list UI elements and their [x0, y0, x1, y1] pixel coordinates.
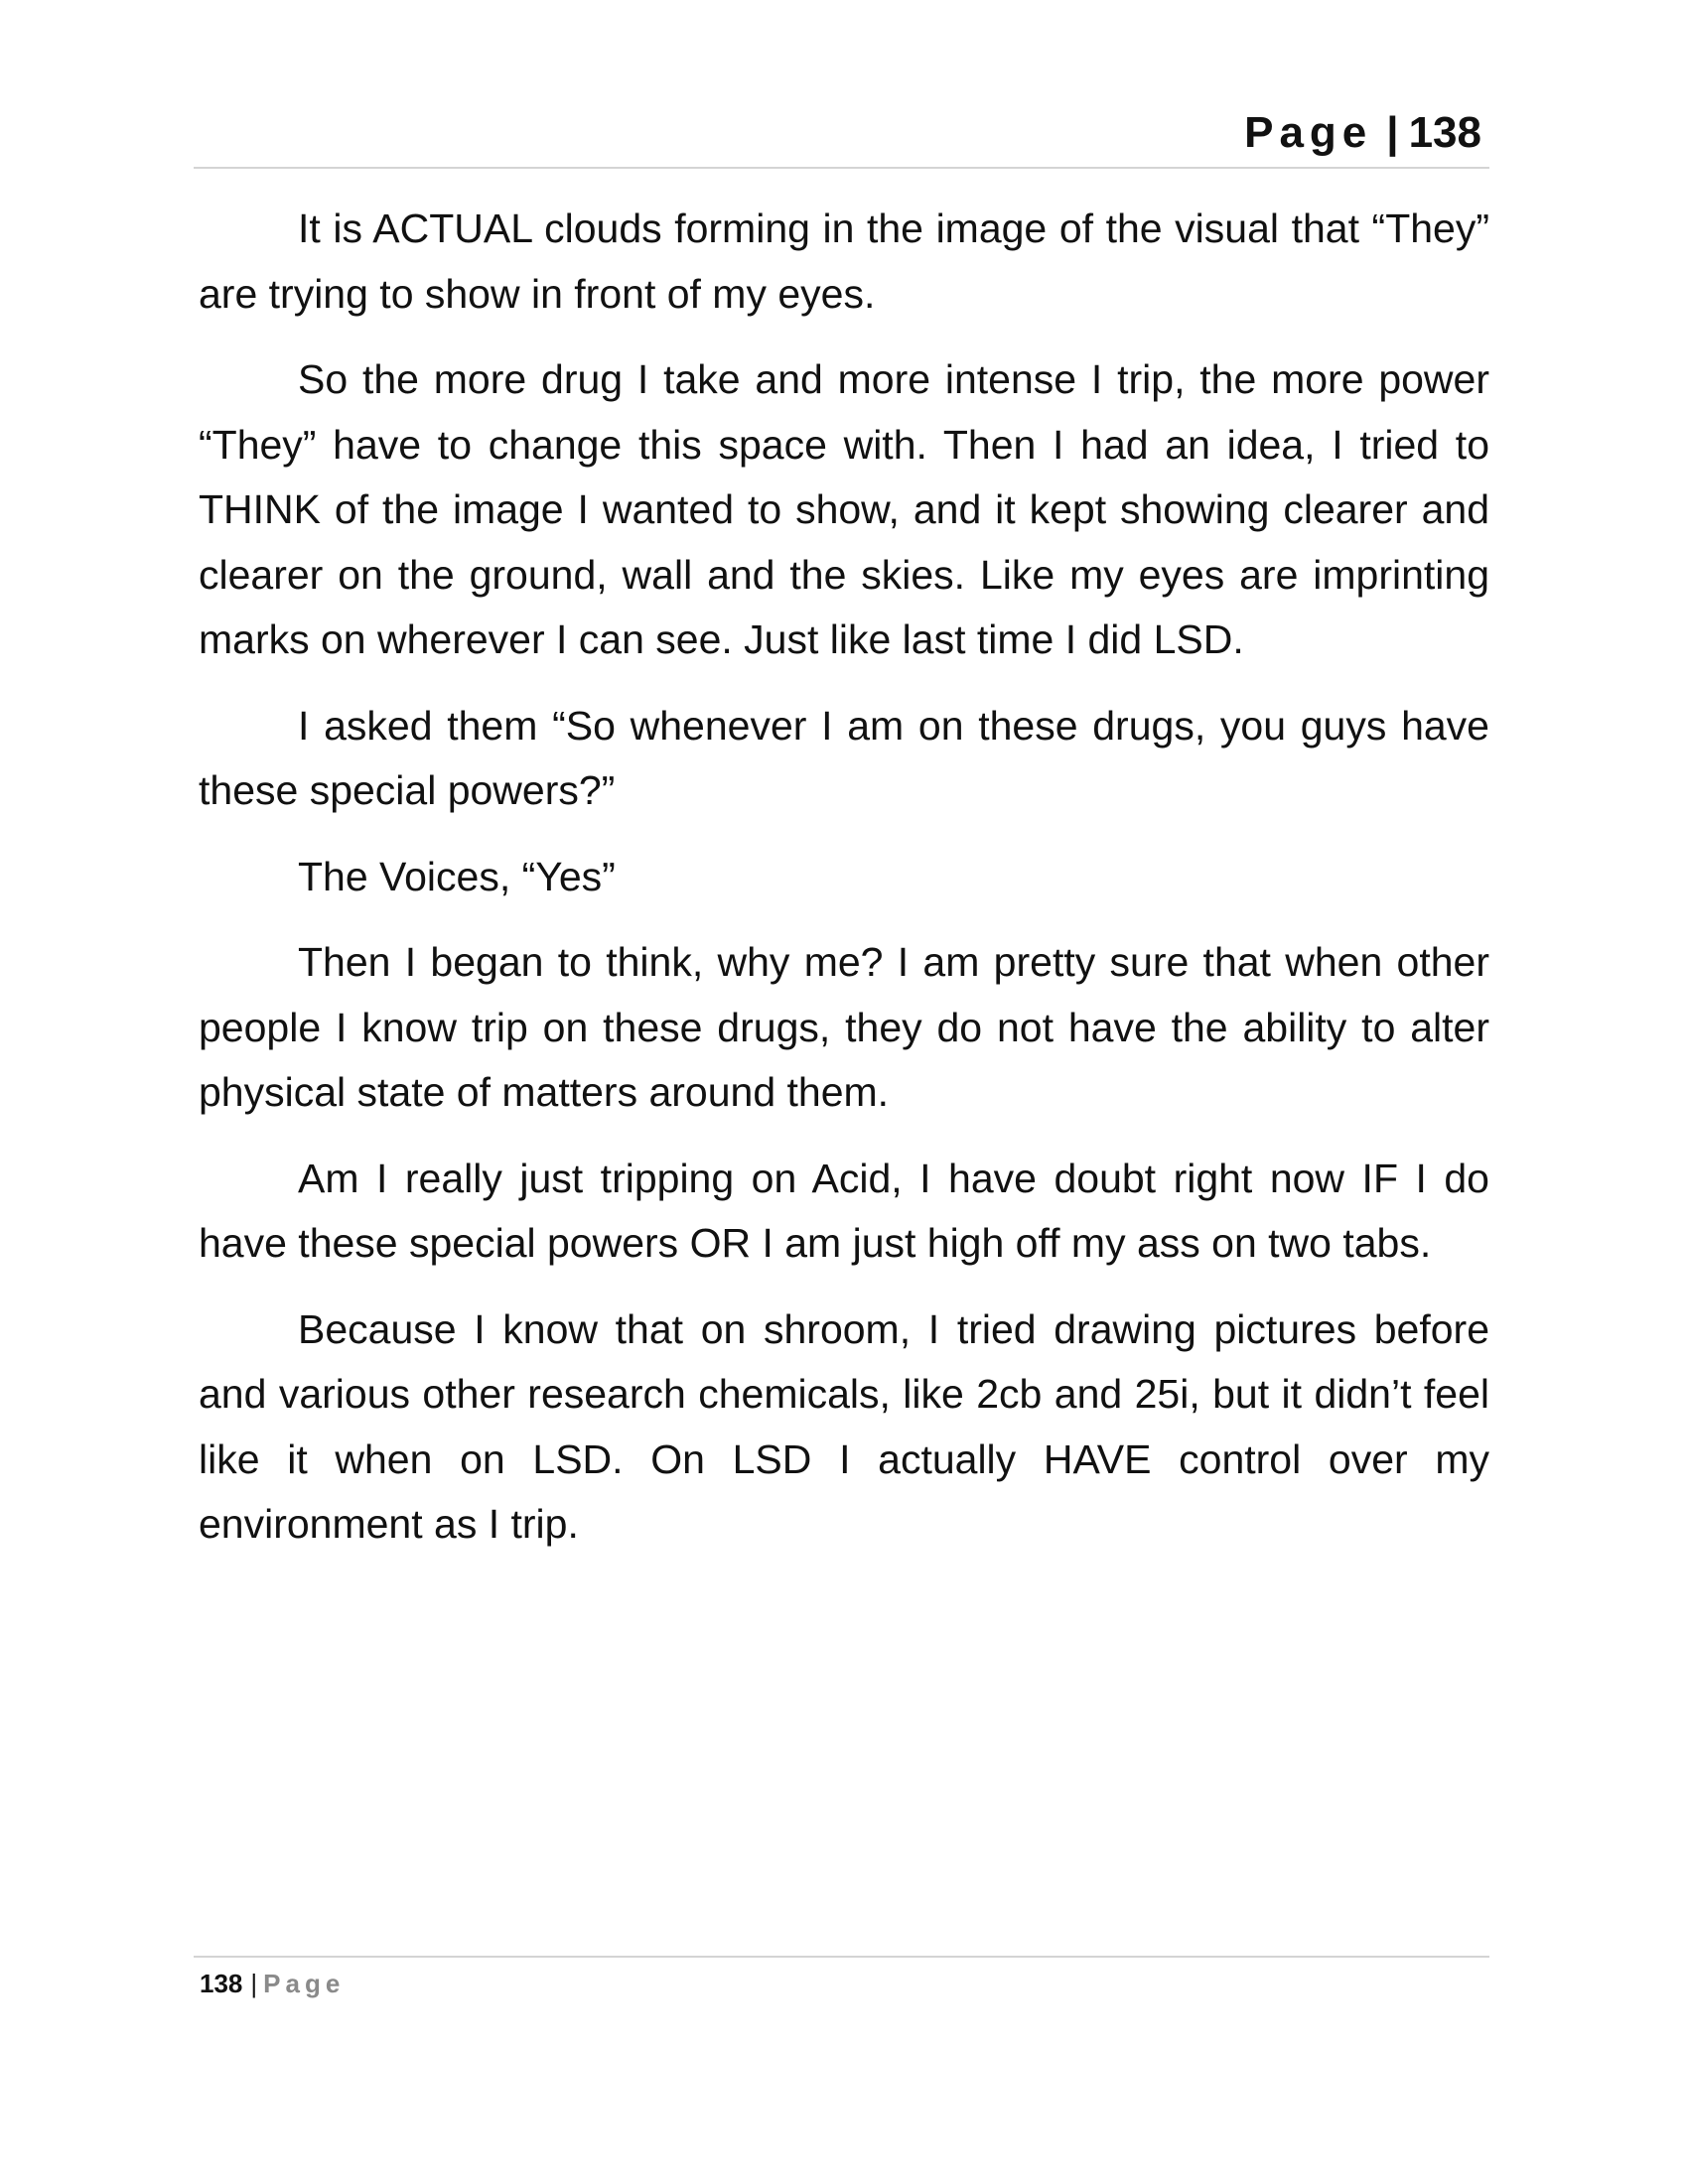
- footer-page-number: 138: [200, 1969, 243, 1998]
- paragraph-4: The Voices, “Yes”: [298, 853, 616, 899]
- paragraph-5: Then I began to think, why me? I am pretty sure that when other people I know trip on these drugs, they do not have the ability to alter physical state of matters around them.: [199, 939, 1489, 1115]
- paragraph-6: Am I really just tripping on Acid, I have doubt right now IF I do have these special powers OR I am just high off my ass on two tabs.: [199, 1155, 1489, 1266]
- paragraph-1: It is ACTUAL clouds forming in the image of the visual that “They” are trying to show in front of my eyes.: [199, 205, 1489, 317]
- header-page-number: 138: [1408, 108, 1481, 157]
- page-footer: [194, 1956, 1489, 1998]
- footer-page-label: [200, 1968, 345, 1999]
- page-header: [194, 99, 1489, 169]
- paragraph-2: So the more drug I take and more intense I trip, the more power “They” have to change this space with. Then I had an idea, I tried to THINK of the image I wanted to show, and it kept showing clearer and clearer on the ground, wall and the skies. Like my eyes are imprinting marks on wherever I can see. Just like last time I did LSD.: [199, 356, 1489, 662]
- footer-separator: |: [250, 1969, 258, 1998]
- footer-page-word: Page: [263, 1969, 346, 1998]
- header-page-word: Page: [1244, 108, 1373, 157]
- header-separator: |: [1386, 108, 1399, 157]
- paragraph-3: I asked them “So whenever I am on these drugs, you guys have these special powers?”: [199, 702, 1489, 813]
- page-body: [199, 197, 1489, 1578]
- paragraph-7: Because I know that on shroom, I tried drawing pictures before and various other research chemicals, like 2cb and 25i, but it didn’t feel like it when on LSD. On LSD I actually HAVE control over my environment as I trip.: [199, 1305, 1489, 1547]
- header-page-label: [1244, 107, 1481, 159]
